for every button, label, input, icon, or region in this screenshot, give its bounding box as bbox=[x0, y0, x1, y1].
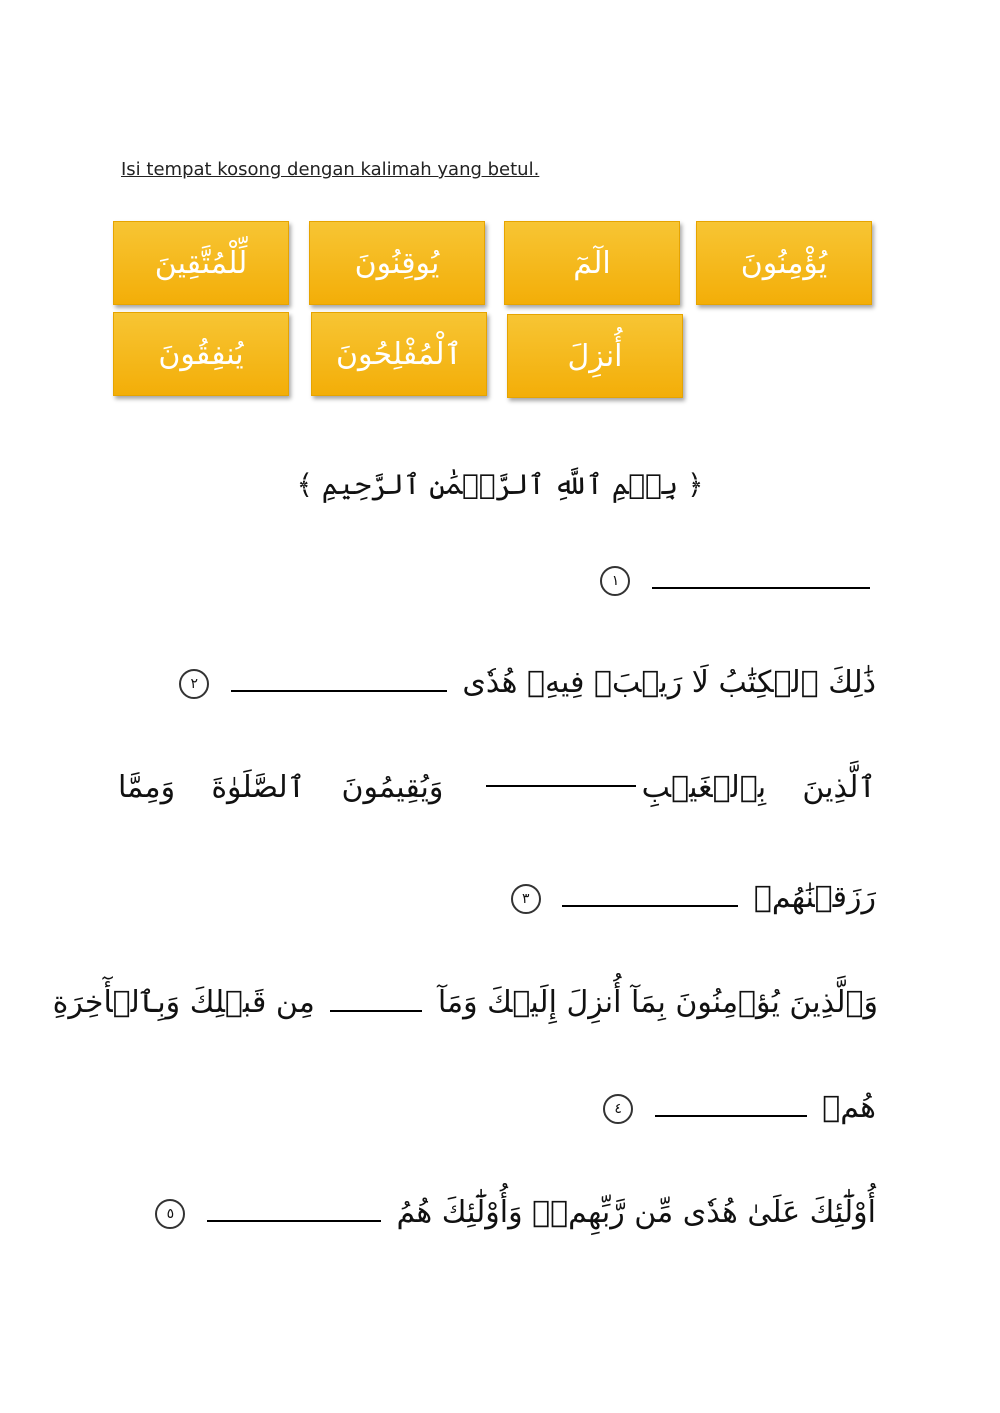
word-card-yuminun[interactable]: يُؤْمِنُونَ bbox=[696, 221, 872, 305]
verse-3-line-1 bbox=[118, 770, 876, 805]
verse-5 bbox=[149, 1195, 876, 1230]
verse-4-line-1 bbox=[53, 985, 878, 1020]
word-card-yunfiqun[interactable]: يُنفِقُونَ bbox=[113, 312, 289, 396]
blank-6[interactable] bbox=[649, 1090, 813, 1125]
verse-1 bbox=[594, 562, 876, 597]
verse-2 bbox=[173, 665, 876, 700]
verse-4-line-2 bbox=[597, 1090, 876, 1125]
blank-7[interactable] bbox=[201, 1195, 387, 1230]
verse-5-text: أُوْلَٰٓئِكَ عَلَىٰ هُدٗى مِّن رَّبِّهِمۡۖ وَأُوْلَٰٓئِكَ هُمُ bbox=[396, 1195, 876, 1230]
blank-2[interactable] bbox=[225, 665, 453, 700]
verse-3-word-3: وَيُقِيمُونَ bbox=[341, 770, 444, 805]
ayah-number-1: ١ bbox=[600, 566, 630, 596]
word-card-yuqinun[interactable]: يُوقِنُونَ bbox=[309, 221, 485, 305]
ayah-number-4: ٤ bbox=[603, 1094, 633, 1124]
verse-3-word-4: ٱلصَّلَوٰةَ bbox=[211, 770, 306, 805]
verse-3-line-2 bbox=[505, 880, 876, 915]
word-card-lil-muttaqin[interactable]: لِّلْمُتَّقِينَ bbox=[113, 221, 289, 305]
verse-3-blank-group bbox=[480, 770, 766, 805]
word-card-alif-lam-mim[interactable]: الٓمٓ bbox=[504, 221, 680, 305]
blank-3[interactable] bbox=[480, 770, 642, 805]
ayah-number-2: ٢ bbox=[179, 669, 209, 699]
word-card-al-muflihun[interactable]: ٱلْمُفْلِحُونَ bbox=[311, 312, 487, 396]
blank-5[interactable] bbox=[324, 985, 428, 1020]
verse-4-text-a: وَٱلَّذِينَ يُؤۡمِنُونَ بِمَآ أُنزِلَ إِلَيۡكَ وَمَآ bbox=[437, 985, 878, 1020]
ayah-number-5: ٥ bbox=[155, 1199, 185, 1229]
ayah-number-3: ٣ bbox=[511, 884, 541, 914]
verse-2-text: ذَٰلِكَ ٱلۡكِتَٰبُ لَا رَيۡبَۛ فِيهِۛ هُدٗى bbox=[462, 665, 876, 700]
verse-3-word-6: رَزَقۡنَٰهُمۡ bbox=[753, 880, 876, 915]
verse-3-word-2: بِٱلۡغَيۡبِ bbox=[641, 770, 767, 805]
verse-3-word-1: ٱلَّذِينَ bbox=[802, 770, 876, 805]
verse-4-text-b: مِن قَبۡلِكَ وَبِٱلۡأٓخِرَةِ bbox=[52, 985, 315, 1020]
verse-4-word-hum: هُمۡ bbox=[822, 1090, 876, 1125]
blank-4[interactable] bbox=[556, 880, 744, 915]
instruction-text: Isi tempat kosong dengan kalimah yang betul. bbox=[121, 159, 540, 180]
basmala: ﴿ بِسۡمِ ٱللَّهِ ٱلرَّحۡمَٰنِ ٱلرَّحِيمِ ﴾ bbox=[296, 468, 704, 501]
blank-1[interactable] bbox=[646, 562, 876, 597]
word-card-unzila[interactable]: أُنزِلَ bbox=[507, 314, 683, 398]
verse-3-word-5: وَمِمَّا bbox=[118, 770, 176, 805]
